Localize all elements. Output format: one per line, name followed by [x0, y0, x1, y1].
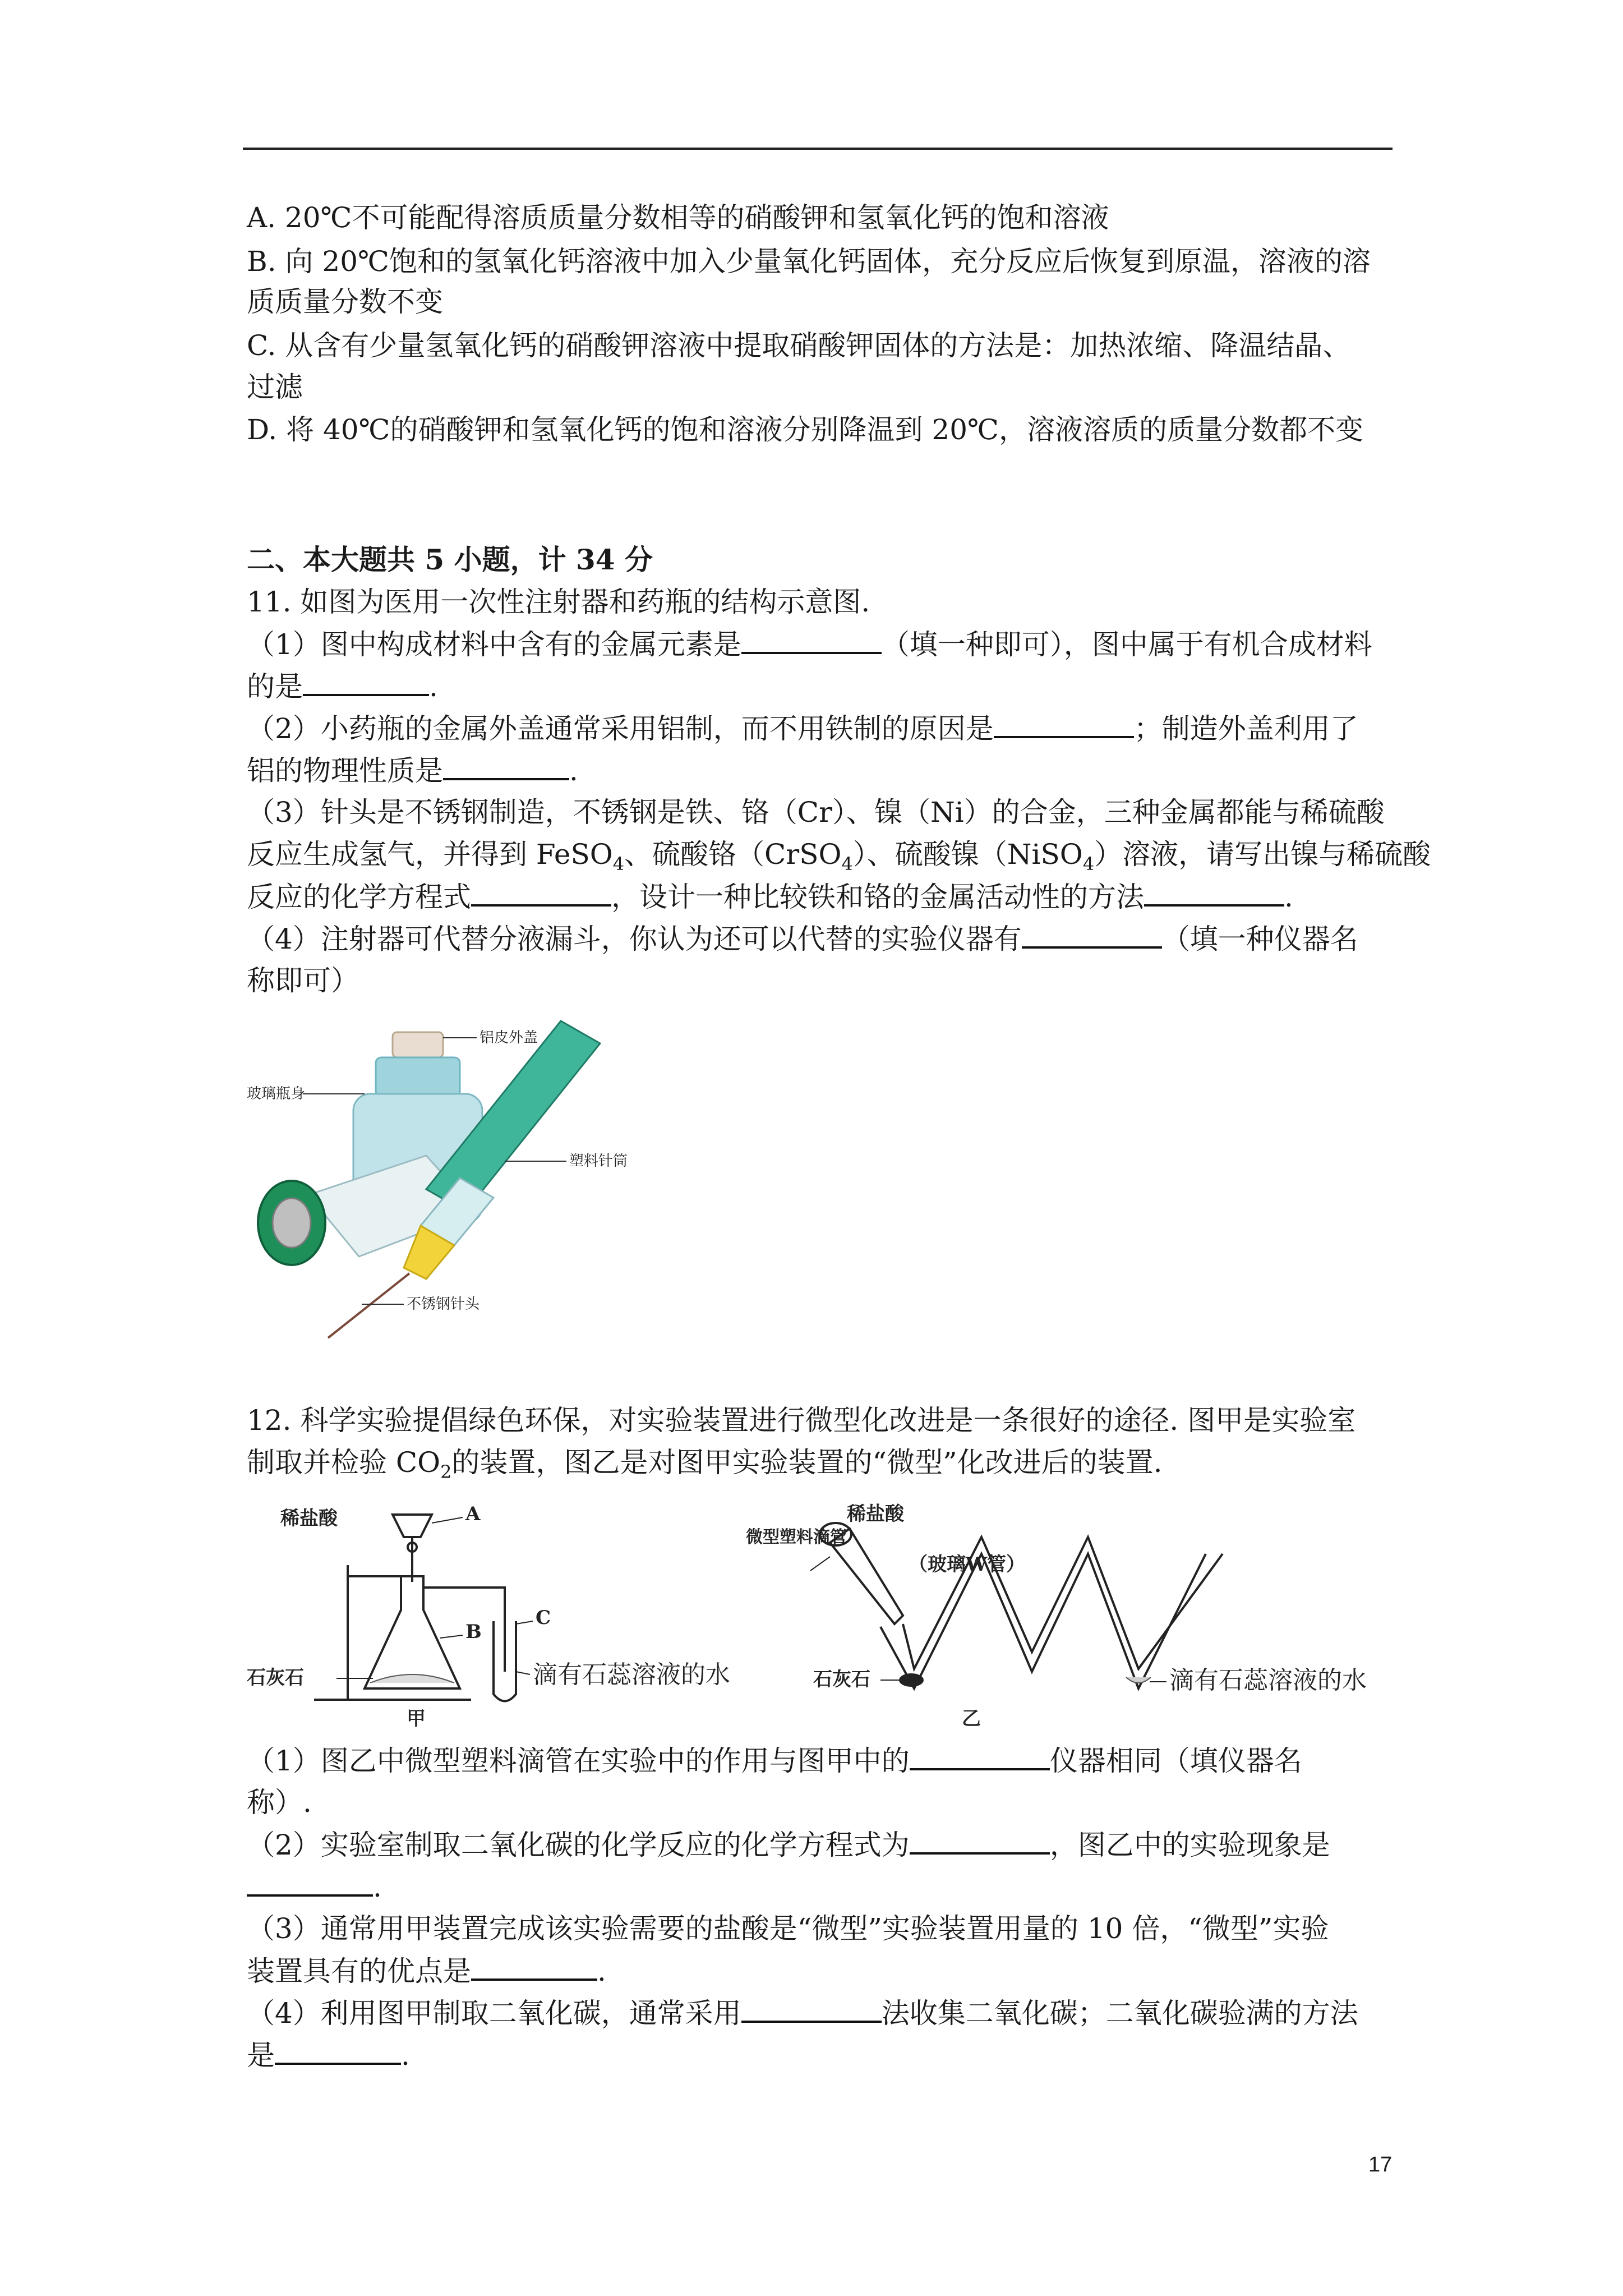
label-plastic-barrel: 塑料针筒: [569, 1153, 628, 1170]
label-yi-litmus-water: 滴有石蕊溶液的水: [1169, 1666, 1367, 1695]
label-a: A: [465, 1503, 481, 1525]
label-yi-dilute-hcl: 稀盐酸: [847, 1503, 904, 1525]
q11-part1-line2: 的是 .: [247, 670, 438, 703]
answer-blank[interactable]: [471, 1954, 597, 1981]
label-b: B: [465, 1621, 482, 1643]
q11-part3-line1: （3）针头是不锈钢制造，不锈钢是铁、铬（Cr）、镍（Ni）的合金，三种金属都能与稀硫酸: [247, 796, 1385, 829]
q12-part3-line1: （3）通常用甲装置完成该实验需要的盐酸是“微型”实验装置用量的 10 倍，“微型”实验: [247, 1912, 1329, 1945]
label-c: C: [536, 1607, 551, 1629]
q10-option-c-line1: C. 从含有少量氢氧化钙的硝酸钾溶液中提取硝酸钾固体的方法是：加热浓缩、降温结晶、: [247, 329, 1351, 362]
answer-blank[interactable]: [741, 627, 882, 654]
q12-stem-line2: 制取并检验 $CO_2$的装置，图乙是对图甲实验装置的“微型”化改进后的装置.: [247, 1446, 1163, 1483]
label-yi-limestone: 石灰石: [813, 1668, 870, 1691]
page-number: 17: [1368, 2153, 1393, 2177]
q12-part4-line2: 是 .: [247, 2039, 410, 2072]
q12-stem-line1: 12. 科学实验提倡绿色环保，对实验装置进行微型化改进是一条很好的途径. 图甲是实验室: [247, 1404, 1356, 1437]
label-glass-bottle: 玻璃瓶身: [247, 1085, 306, 1102]
q12-part2-line1: （2）实验室制取二氧化碳的化学反应的化学方程式为 ，图乙中的实验现象是: [247, 1829, 1330, 1861]
answer-blank[interactable]: [471, 880, 611, 907]
label-dilute-hcl: 稀盐酸: [280, 1507, 338, 1530]
label-micro-dropper: 微型塑料滴管: [746, 1527, 847, 1547]
caption-jia: 甲: [407, 1708, 426, 1730]
q11-part3-line3: 反应的化学方程式 ，设计一种比较铁和铬的金属活动性的方法 .: [247, 881, 1293, 913]
answer-blank[interactable]: [910, 1828, 1050, 1855]
q11-part1-line1: （1）图中构成材料中含有的金属元素是 （填一种即可），图中属于有机合成材料: [247, 628, 1372, 661]
q11-part4-line1: （4）注射器可代替分液漏斗，你认为还可以代替的实验仪器有 （填一种仪器名: [247, 923, 1358, 955]
q11-part3-line2: 反应生成氢气，并得到 FeSO$_4$、硫酸铬（CrSO$_4$）、硫酸镍（NiSO$_4$）溶液，请写出镍与稀硫酸: [247, 838, 1431, 875]
section-heading: 二、本大题共 5 小题，计 34 分: [247, 543, 653, 576]
header-rule: [243, 148, 1393, 150]
label-aluminum-cap: 铝皮外盖: [479, 1029, 538, 1046]
q11-part2-line1: （2）小药瓶的金属外盖通常采用铝制，而不用铁制的原因是 ；制造外盖利用了: [247, 712, 1358, 745]
q11-part4-line2: 称即可）: [247, 964, 359, 997]
answer-blank[interactable]: [247, 1870, 373, 1897]
q12-part2-line2: .: [247, 1870, 1396, 1904]
q12-part1-line1: （1）图乙中微型塑料滴管在实验中的作用与图甲中的 仪器相同（填仪器名: [247, 1745, 1302, 1777]
answer-blank[interactable]: [275, 2038, 401, 2065]
q12-part3-line2: 装置具有的优点是 .: [247, 1955, 606, 1987]
answer-blank[interactable]: [994, 711, 1134, 738]
apparatus-jia-figure: [247, 1503, 751, 1728]
label-limestone: 石灰石: [247, 1667, 304, 1689]
label-litmus-water: 滴有石蕊溶液的水: [533, 1660, 730, 1689]
q10-option-b-line2: 质质量分数不变: [247, 286, 443, 318]
q10-option-b-line1: B. 向 20℃饱和的氢氧化钙溶液中加入少量氧化钙固体，充分反应后恢复到原温，溶液的溶: [247, 245, 1371, 278]
apparatus-yi-figure: [746, 1503, 1367, 1730]
q11-part2-line2: 铝的物理性质是 .: [247, 754, 578, 787]
answer-blank[interactable]: [1144, 880, 1284, 907]
answer-blank[interactable]: [741, 1996, 882, 2023]
q10-option-a: A. 20℃不可能配得溶质质量分数相等的硝酸钾和氢氧化钙的饱和溶液: [247, 201, 1109, 234]
answer-blank[interactable]: [303, 669, 429, 696]
q11-stem: 11. 如图为医用一次性注射器和药瓶的结构示意图.: [247, 586, 870, 618]
q10-option-d: D. 将 40℃的硝酸钾和氢氧化钙的饱和溶液分别降温到 20℃，溶液溶质的质量分数都不变: [247, 413, 1363, 446]
q10-option-c-line2: 过滤: [247, 371, 303, 403]
answer-blank[interactable]: [1022, 922, 1162, 949]
label-w-tube: （玻璃W管）: [909, 1553, 1026, 1576]
label-steel-needle: 不锈钢针头: [407, 1296, 480, 1313]
q12-part1-line2: 称）.: [247, 1786, 312, 1819]
caption-yi: 乙: [962, 1708, 981, 1730]
q12-part4-line1: （4）利用图甲制取二氧化碳，通常采用 法收集二氧化碳；二氧化碳验满的方法: [247, 1997, 1358, 2030]
answer-blank[interactable]: [443, 753, 569, 780]
syringe-vial-figure: [241, 1010, 679, 1346]
answer-blank[interactable]: [910, 1743, 1050, 1770]
